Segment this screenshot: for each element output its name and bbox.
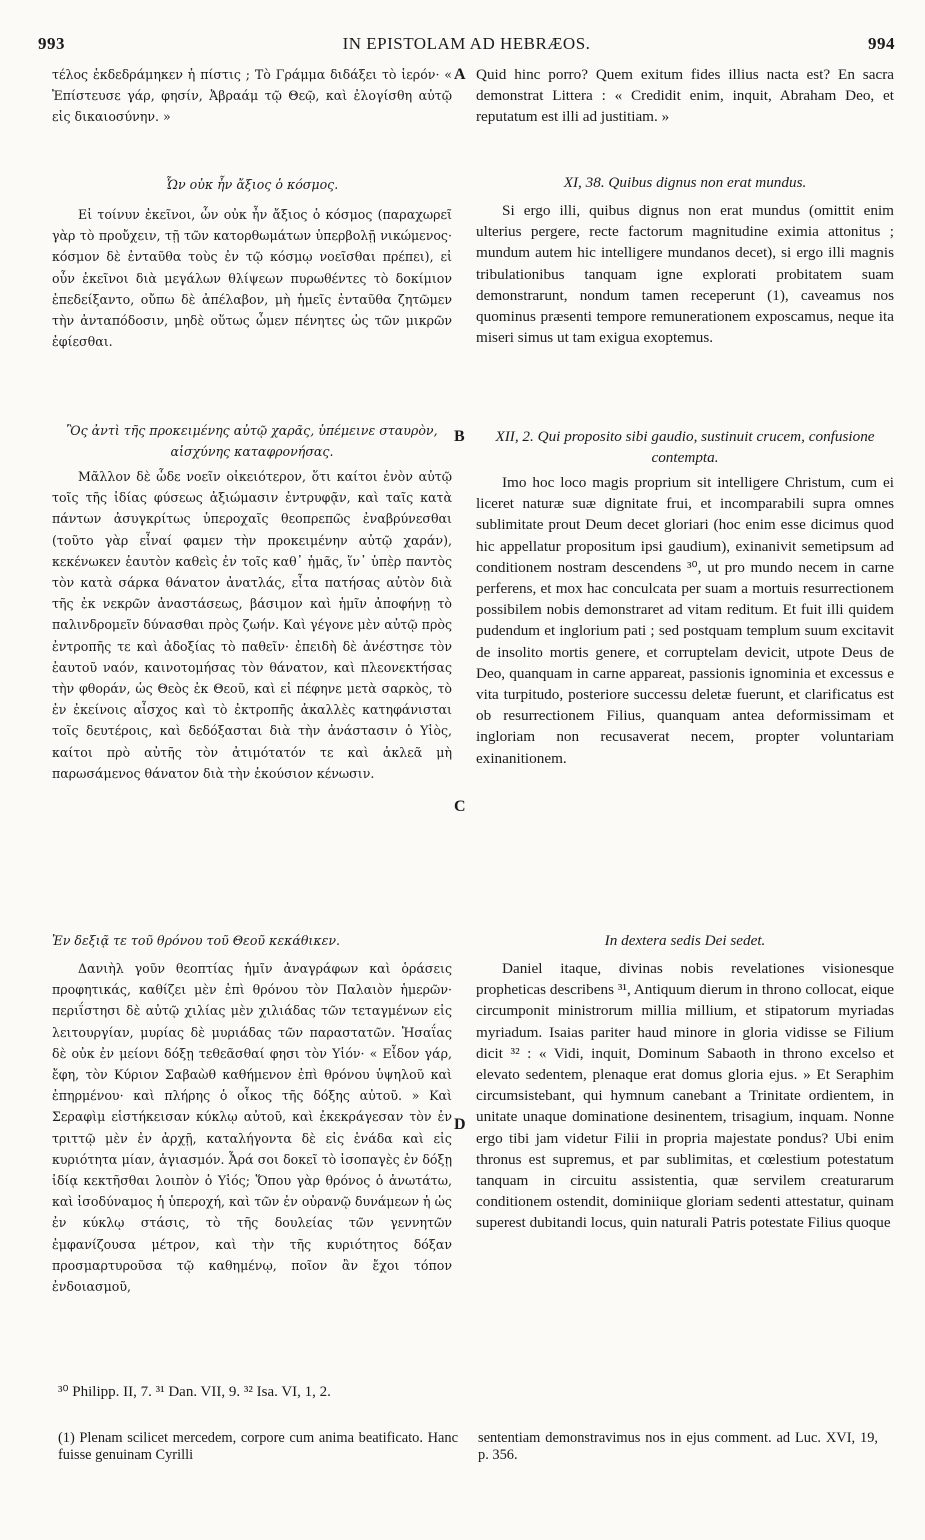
page-number-left: 993 (38, 34, 65, 53)
latin-lemma: In dextera sedis Dei sedet. (604, 932, 766, 949)
margin-letter-b: B (454, 428, 465, 445)
greek-paragraph: Δανιὴλ γοῦν θεοπτίας ἡμῖν ἀναγράφων καὶ ὁράσεις προφητικάς, καθίζει μὲν ἐπὶ θρόνου τὸν Παλαιὸν ἡμερῶν· περιΐστησι δὲ αὐτῷ χιλίας μὲν χιλιάδας τῶν τεταγμένων εἰς λειτουργίαν, μυρίας δὲ μυριάδας τῶν παραστατῶν. Ἡσαΐας δὲ οὐκ ἐν μείονι δόξῃ τεθεᾶσθαί φησι τὸν Υἱόν· « Εἶδον γάρ, ἔφη, τὸν Κύριον Σαβαὼθ καθήμενον ἐπὶ θρόνου ὑψηλοῦ καὶ ἐπηρμένου· καὶ πλήρης ὁ οἶκος τῆς δόξης αὐτοῦ. » Καὶ Σεραφὶμ εἱστήκεισαν κύκλῳ αὐτοῦ, καὶ ἐκεκράγεσαν τὸν ἐν τριττῷ μὲν ἐν ἀρχῇ, καταλήγοντα δὲ εἰς ἑνάδα καὶ εἰς κυριότητα μίαν, ἁγιασμόν. Ἆρά σοι δοκεῖ τὸ ἰσοπαγὲς ἐν δόξῃ ἰδίᾳ κεκτῆσθαι λοιπὸν ὁ Υἱός; Ὅπου γὰρ θρόνος ὁ ἀνωτάτω, καὶ ἰσοδύναμος ἡ ὑπεροχή, καὶ τῶν ἐν οὐρανῷ δυνάμεων ἡ ὡς ἐν κύκλῳ στάσις, τὸ τῆς δουλείας τῶν γεννητῶν ἐμφανίζουσα μέτρον, καὶ τὴν τῆς κυριότητος δόξαν προσμαρτυροῦσα τῷ καθημένῳ, ποῖον ἂν ἔχοι τόπον ἐνδοιασμοῦ, (52, 961, 452, 1295)
greek-lemma: Ὃς ἀντὶ τῆς προκειμένης αὐτῷ χαρᾶς, ὑπέμεινε σταυρὸν, αἰσχύνης καταφρονήσας. (66, 423, 438, 460)
note-text: sententiam demonstravimus nos in ejus comment. ad Luc. XVI, 19, p. 356. (478, 1430, 878, 1463)
footnote-references: ³⁰ Philipp. II, 7. ³¹ Dan. VII, 9. ³² Isa. VI, 1, 2. (58, 1384, 331, 1400)
latin-lemma: XII, 2. Qui proposito sibi gaudio, sustinuit crucem, confusione contempta. (495, 428, 875, 467)
greek-lemma: Ὧν οὐκ ἦν ἄξιος ὁ κόσμος. (165, 177, 339, 192)
greek-lemma: Ἐν δεξιᾷ τε τοῦ θρόνου τοῦ Θεοῦ κεκάθικεν. (52, 933, 341, 948)
margin-letter-d: D (454, 1116, 466, 1133)
note-text: (1) Plenam scilicet mercedem, corpore cum anima beatificato. Hanc fuisse genuinam Cyrilli (58, 1430, 458, 1463)
latin-lemma: XI, 38. Quibus dignus non erat mundus. (563, 174, 807, 191)
latin-paragraph: Si ergo illi, quibus dignus non erat mundus (omittit enim ulterius pergere, recte factorum magnitudine eximia attonitus ; mundum autem hic intelligere mundanos decet), si ergo illi magnis tribulationibus tanquam igne explorati probitatem suam demonstrarunt, nondum tamen receperunt (1), caveamus nos quominus præsenti tempore remunerationem exposcamus, neque ita miseri simus ut tam exigua exoptemus. (476, 202, 894, 347)
note-left (58, 1430, 458, 1464)
greek-paragraph: Μᾶλλον δὲ ὧδε νοεῖν οἰκειότερον, ὅτι καίτοι ἐνὸν αὐτῷ τοῖς τῆς ἰδίας φύσεως ἀξιώμασιν ἐντρυφᾷν, καὶ ταῖς κατὰ πάντων ἀσυγκρίτως ὑπεροχαῖς θεοπρεπῶς ἐναβρύνεσθαι (τοῦτο γὰρ εἶναί φαμεν τὴν προκειμένην αὐτῷ χαράν), κεκένωκεν ἑαυτὸν καθεὶς ἐν τοῖς καθ᾽ ἡμᾶς, ἵν᾽ ὑπὲρ παντὸς τὸν κατὰ σάρκα θάνατον ἀνατλάς, εἶτα πατήσας αὐτὸν διὰ τῆς ἐκ νεκρῶν ἀναστάσεως, βάσιμον καὶ ἡμῖν ἀποφήνῃ τὸ παλινδρομεῖν δύνασθαι πρὸς ζωήν. Καὶ γέγονε μὲν αὐτῷ πρὸς ἐντροπῆς τε καὶ ἀδοξίας τὸ παθεῖν· ἐπειδὴ δὲ ἀνέστησε τὸν ἑαυτοῦ ναόν, καινοτομήσας τὸν θάνατον, καὶ πλεονεκτήσας τὴν φθοράν, ὡς Θεὸς ἐκ Θεοῦ, καὶ εἰ πέφηνε μετὰ σαρκὸς, τὸ ἐν ἐκείνοις αἶσχος καὶ τὸ ἐκτροπῆς ἀκαλλὲς κατηφάνισται τοῖς δευτέροις, καὶ δεδόξασται διὰ τὴν ἀνάστασιν ὁ Υἱὸς, καίτοι πρὸ αὐτῆς τὸν ἀτιμότατόν τε καὶ ἀκλεᾶ μὴ παρωσάμενος θάνατον διὰ τὴν ἑκούσιον κένωσιν. (52, 469, 452, 781)
running-header (38, 34, 895, 60)
latin-paragraph: Imo hoc loco magis proprium sit intelligere Christum, cum ei liceret naturæ suæ dignitate frui, et incomparabili supra omnes sublimitate prout Deum decet gloriari (hoc enim esse dicimus quod hic appellatur propositum ipsi gaudium), exinanivit semetipsum ad conditionem nostram descendens ³⁰, ut pro mundo necem in carne perferens, et mox hac conculcata per suam a mortuis resurrectionem possibilem nobis demonstraret ad vitam reditum. Et fuit illi quidem pudendum et inglorium pati ; sed postquam templum suum excitavit de insolito mortis genere, et corruptelam devicit, utpote Deus de Deo, quanquam in carne appareat, passionis ignominia et excessus e vita turpitudo, posteriore successu deletæ fuerunt, et clarificatus est ob resurrectionem Filius, quanquam antea deformissimam et ingloriam non recusaverat necem, propter voluntariam exinanitionem. (476, 474, 894, 767)
running-title: IN EPISTOLAM AD HEBRÆOS. (342, 34, 591, 53)
margin-letter-a: A (454, 66, 466, 83)
latin-paragraph: Quid hinc porro? Quem exitum fides illius nacta est? En sacra demonstrat Littera : « Credidit enim, inquit, Abraham Deo, et reputatum est illi ad justitiam. » (476, 66, 894, 126)
latin-paragraph: Daniel itaque, divinas nobis revelationes visionesque propheticas describens ³¹, Antiquum dierum in throno collocat, eique circumponit ministrorum millia millium, et stipatorum myriadas myriadum. Isaias pariter haud minore in gloria vidisse se Filium dicit ³² : « Vidi, inquit, Dominum Sabaoth in throno excelso et elevato sedentem, plenaque erat domus gloria ejus. » Et Seraphim circumsistebant, qui hymnum canebant a Trinitate ordientem, in unitate unaque dominatione desinentem, trisagium, inquam. Nonne ergo tibi jam videtur Filii in propria majestate pondus? Ubi enim thronus est supremus, et par sublimitas, et cœlestium potestatum tanquam in circuitu assistentia, quæ servilem creaturarum conditionem ostendit, dominiique gloriam sedenti attestatur, quinam superest dubitandi locus, quin naturali Patris potestate Filius quoque (476, 960, 894, 1232)
page-number-right: 994 (868, 34, 895, 53)
margin-letter-c: C (454, 798, 466, 815)
greek-paragraph: Εἰ τοίνυν ἐκεῖνοι, ὧν οὐκ ἦν ἄξιος ὁ κόσμος (παραχωρεῖ γὰρ τὸ προὔχειν, τῇ τῶν κατορθωμάτων ὑπερβολῇ νικώμενος· κόσμον δὲ ἐνταῦθα τοὺς ἐν τῷ κόσμῳ νοεῖσθαι πρέπει), εἰ οὖν ἐκεῖνοι διὰ μεγάλων θλίψεων πυρωθέντες τὸ δοκίμιον ἐπεδείξαντο, οὔπω δὲ ἀπέλαβον, μὴ ἡμεῖς ἐνταῦθα ζητῶμεν τὴν ἀνταπόδοσιν, μηδὲ οὕτως ὦμεν πένητες ὡς τῶν μικρῶν ἐφίεσθαι. (52, 207, 452, 350)
greek-paragraph: τέλος ἐκδεδράμηκεν ἡ πίστις ; Τὸ Γράμμα διδάξει τὸ ἱερόν· « Ἐπίστευσε γάρ, φησίν, Ἀβραάμ τῷ Θεῷ, καὶ ἐλογίσθη αὐτῷ εἰς δικαιοσύνην. » (52, 67, 452, 125)
note-right (478, 1430, 878, 1464)
